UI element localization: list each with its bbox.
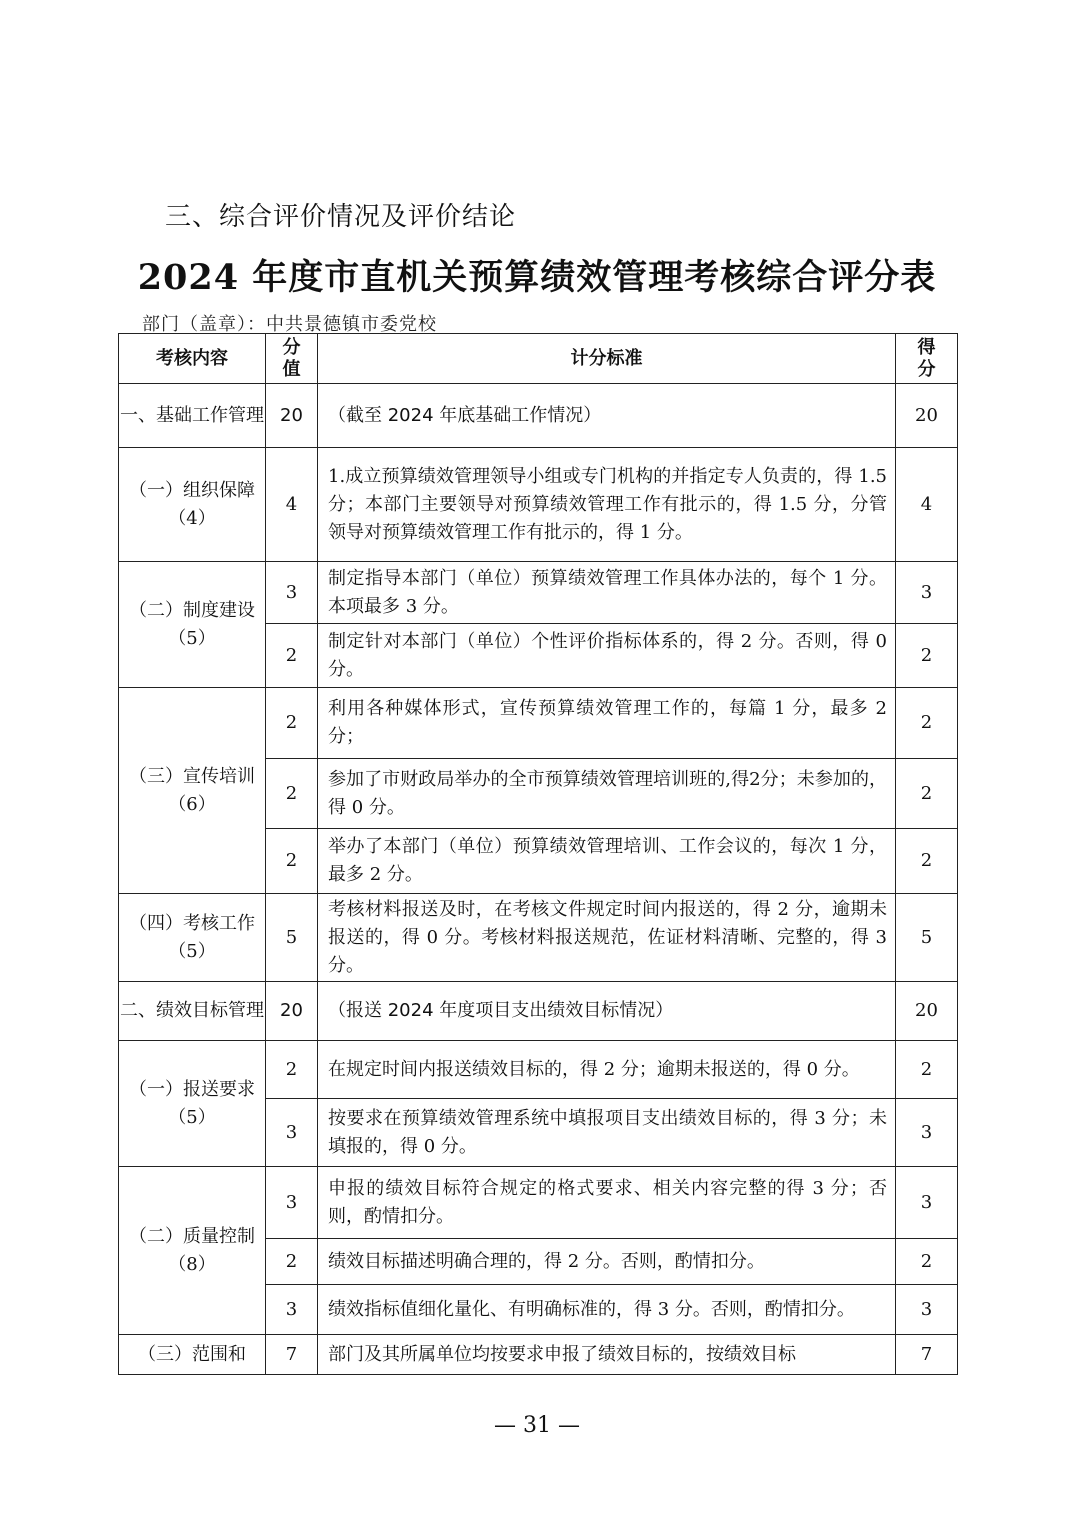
section-score: 20 xyxy=(896,982,958,1041)
row-value: 2 xyxy=(266,1239,318,1285)
page-number: — 31 — xyxy=(494,1413,580,1438)
table-row xyxy=(119,688,958,759)
header-criteria: 计分标准 xyxy=(318,334,896,384)
table-row xyxy=(119,448,958,562)
row-criteria: 考核材料报送及时，在考核文件规定时间内报送的，得 2 分，逾期未报送的，得 0 分。考核材料报送规范，佐证材料清晰、完整的，得 3 分。 xyxy=(318,894,896,982)
header-score: 得 分 xyxy=(896,334,958,384)
row-value: 2 xyxy=(266,829,318,894)
group-name: （二）质量控制（8） xyxy=(119,1167,266,1335)
table-row xyxy=(119,894,958,982)
row-value: 2 xyxy=(266,1041,318,1099)
row-score: 3 xyxy=(896,1167,958,1239)
section-value: 20 xyxy=(266,982,318,1041)
document-title: 2024 年度市直机关预算绩效管理考核综合评分表 xyxy=(137,257,937,298)
row-criteria: 部门及其所属单位均按要求申报了绩效目标的，按绩效目标 xyxy=(318,1335,896,1375)
section-row xyxy=(119,982,958,1041)
row-value: 7 xyxy=(266,1335,318,1375)
row-criteria: 制定针对本部门（单位）个性评价指标体系的，得 2 分。否则，得 0 分。 xyxy=(318,624,896,688)
table-row xyxy=(119,1041,958,1099)
row-criteria: 申报的绩效目标符合规定的格式要求、相关内容完整的得 3 分；否则，酌情扣分。 xyxy=(318,1167,896,1239)
department-line: 部门（盖章）：中共景德镇市委党校 xyxy=(142,314,437,335)
row-score: 4 xyxy=(896,448,958,562)
group-name: （一）报送要求（5） xyxy=(119,1041,266,1167)
row-value: 2 xyxy=(266,688,318,759)
table-header-row xyxy=(119,334,958,384)
row-value: 5 xyxy=(266,894,318,982)
group-name: （一）组织保障（4） xyxy=(119,448,266,562)
row-score: 3 xyxy=(896,1099,958,1167)
row-value: 2 xyxy=(266,759,318,829)
row-criteria: 参加了市财政局举办的全市预算绩效管理培训班的,得2分；未参加的，得 0 分。 xyxy=(318,759,896,829)
section-title: 一、基础工作管理 xyxy=(119,384,266,448)
group-name: （三）宣传培训（6） xyxy=(119,688,266,894)
section-description: （报送 2024 年度项目支出绩效目标情况） xyxy=(318,982,896,1041)
row-criteria: 绩效目标描述明确合理的，得 2 分。否则，酌情扣分。 xyxy=(318,1239,896,1285)
group-name: （三）范围和 xyxy=(119,1335,266,1375)
row-criteria: 绩效指标值细化量化、有明确标准的，得 3 分。否则，酌情扣分。 xyxy=(318,1285,896,1335)
row-score: 2 xyxy=(896,759,958,829)
row-score: 7 xyxy=(896,1335,958,1375)
table-row xyxy=(119,562,958,624)
row-criteria: 按要求在预算绩效管理系统中填报项目支出绩效目标的，得 3 分；未填报的，得 0 分。 xyxy=(318,1099,896,1167)
row-criteria: 1.成立预算绩效管理领导小组或专门机构的并指定专人负责的，得 1.5 分；本部门主要领导对预算绩效管理工作有批示的，得 1.5 分，分管领导对预算绩效管理工作有批示的，得 1 分。 xyxy=(318,448,896,562)
row-value: 3 xyxy=(266,562,318,624)
row-score: 3 xyxy=(896,562,958,624)
row-value: 2 xyxy=(266,624,318,688)
row-score: 2 xyxy=(896,688,958,759)
score-table xyxy=(118,333,958,1375)
section-heading: 三、综合评价情况及评价结论 xyxy=(165,202,517,232)
row-score: 3 xyxy=(896,1285,958,1335)
header-value: 分 值 xyxy=(266,334,318,384)
row-criteria: 制定指导本部门（单位）预算绩效管理工作具体办法的，每个 1 分。本项最多 3 分。 xyxy=(318,562,896,624)
section-row xyxy=(119,384,958,448)
header-content: 考核内容 xyxy=(119,334,266,384)
table-row xyxy=(119,1335,958,1375)
section-value: 20 xyxy=(266,384,318,448)
row-criteria: 利用各种媒体形式，宣传预算绩效管理工作的，每篇 1 分，最多 2 分； xyxy=(318,688,896,759)
section-score: 20 xyxy=(896,384,958,448)
row-criteria: 在规定时间内报送绩效目标的，得 2 分；逾期未报送的，得 0 分。 xyxy=(318,1041,896,1099)
row-criteria: 举办了本部门（单位）预算绩效管理培训、工作会议的，每次 1 分，最多 2 分。 xyxy=(318,829,896,894)
section-description: （截至 2024 年底基础工作情况） xyxy=(318,384,896,448)
row-score: 2 xyxy=(896,624,958,688)
row-value: 3 xyxy=(266,1167,318,1239)
row-value: 3 xyxy=(266,1099,318,1167)
group-name: （二）制度建设（5） xyxy=(119,562,266,688)
table-row xyxy=(119,1167,958,1239)
row-value: 3 xyxy=(266,1285,318,1335)
group-name: （四）考核工作（5） xyxy=(119,894,266,982)
row-value: 4 xyxy=(266,448,318,562)
row-score: 2 xyxy=(896,1041,958,1099)
row-score: 5 xyxy=(896,894,958,982)
section-title: 二、绩效目标管理 xyxy=(119,982,266,1041)
row-score: 2 xyxy=(896,829,958,894)
row-score: 2 xyxy=(896,1239,958,1285)
